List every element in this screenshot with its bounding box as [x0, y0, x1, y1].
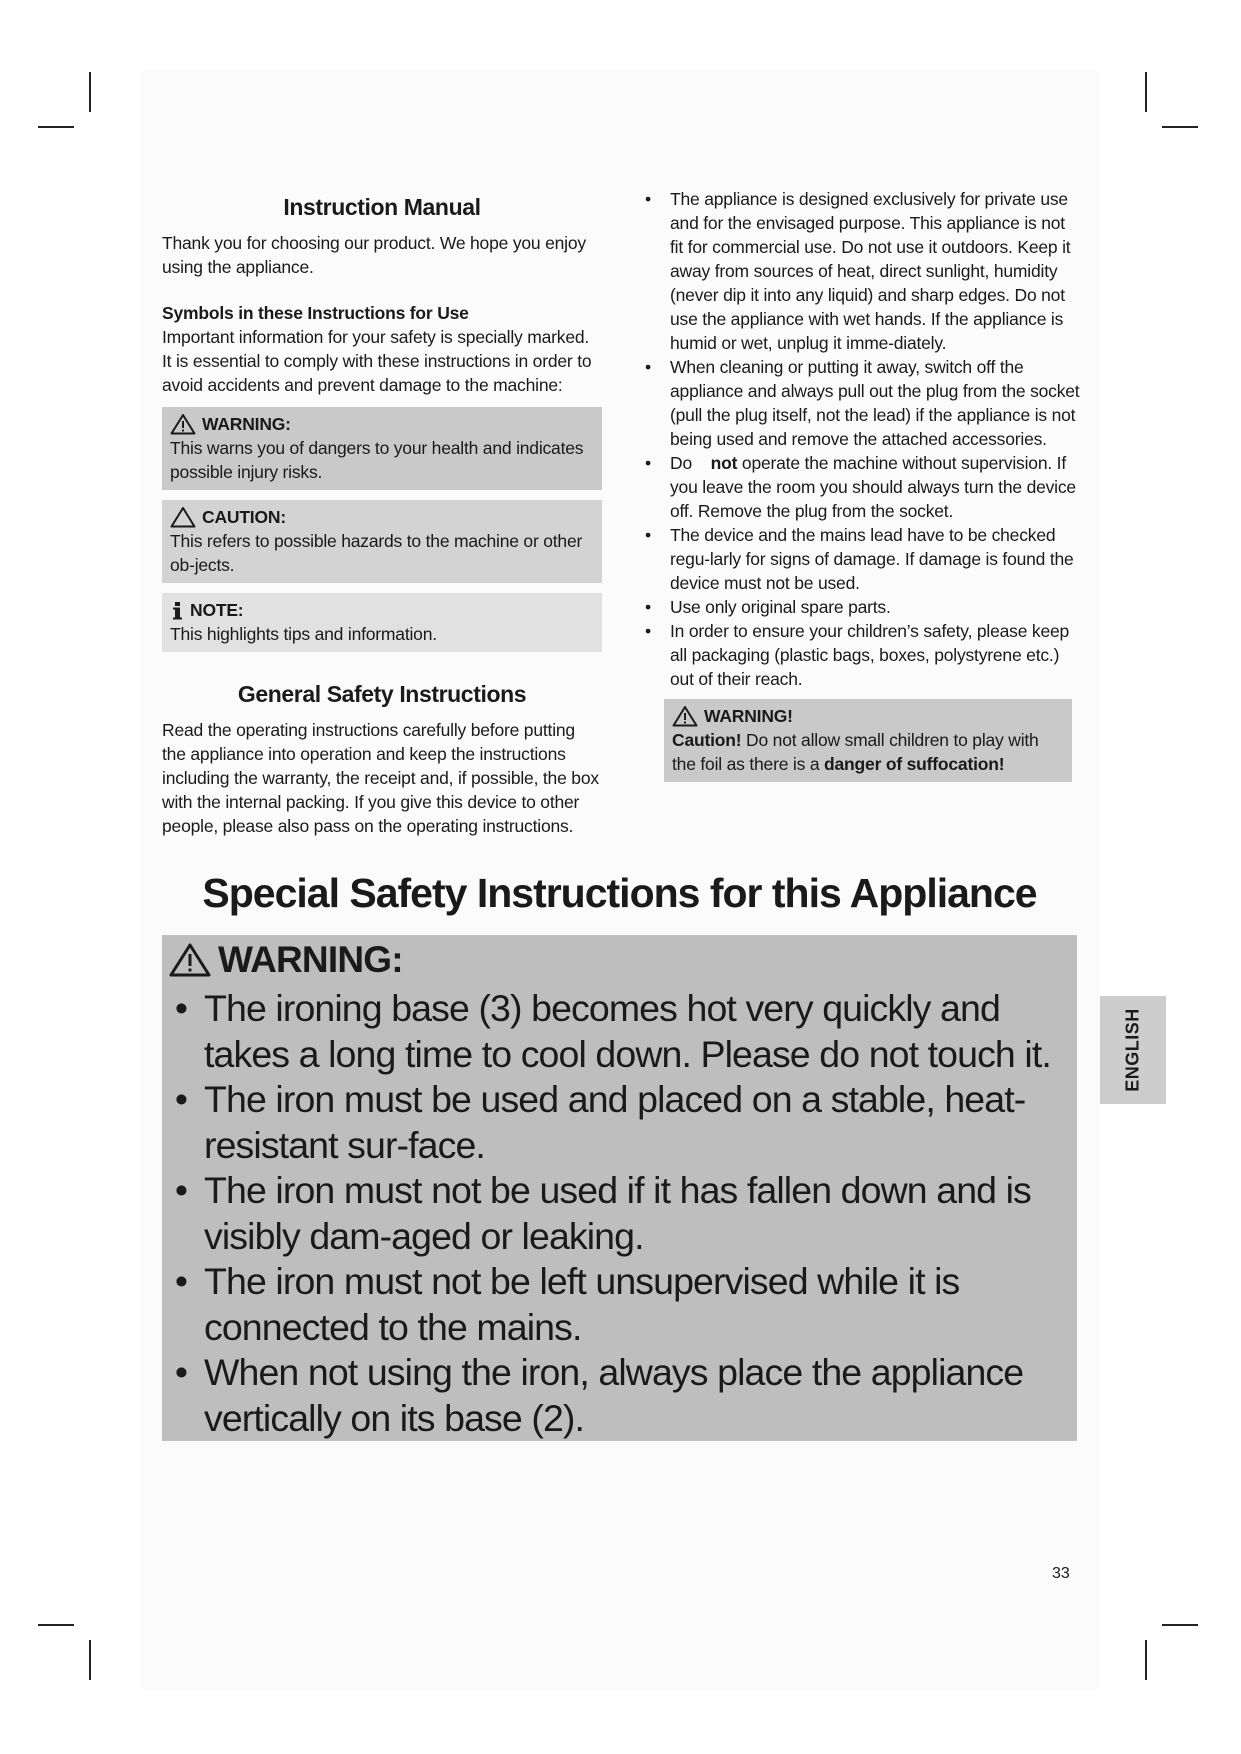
- language-tab: [1100, 996, 1166, 1104]
- children-warning-box: [664, 699, 1072, 782]
- manual-title: Instruction Manual: [283, 194, 481, 220]
- list-item: • The appliance is designed exclusively for private use and for the envisaged purpose. This appliance is not fit for commercial use. Do not use it outdoors. Keep it away from sources of heat, direct sunlight, humidity (never dip it into any liquid) and sharp edges. Do not use the appliance with wet hands. If the appliance is humid or wet, unplug it imme-diately.: [645, 189, 1071, 353]
- left-column: [162, 195, 602, 838]
- caution-triangle-icon: [170, 506, 196, 528]
- crop-mark-top-right-h: [1162, 126, 1198, 128]
- safety-bullet-list: [640, 187, 1080, 691]
- list-item: • The iron must be used and placed on a stable, heat-resistant sur-face.: [174, 1078, 1026, 1166]
- special-warning-list: [162, 986, 1077, 1441]
- caution-legend-text: This refers to possible hazards to the machine or other ob-jects.: [170, 531, 583, 575]
- note-legend-title: [170, 598, 594, 622]
- crop-mark-bottom-left-v: [89, 1640, 91, 1680]
- special-warning-title: [162, 935, 1077, 981]
- page-number: 33: [1052, 1565, 1070, 1582]
- language-tab-label: ENGLISH: [1122, 1008, 1143, 1092]
- crop-mark-top-left-v: [89, 72, 91, 112]
- list-item: • The ironing base (3) becomes hot very quickly and takes a long time to cool down. Please do not touch it.: [174, 987, 1051, 1075]
- right-column: [640, 189, 1080, 782]
- crop-mark-top-right-v: [1145, 72, 1147, 112]
- caution-legend-title: [170, 505, 594, 529]
- symbols-heading: Symbols in these Instructions for Use: [162, 303, 469, 323]
- note-legend-box: [162, 593, 602, 652]
- special-warning-box: [162, 935, 1077, 1441]
- list-item: • When cleaning or putting it away, switch off the appliance and always pull out the plug from the socket (pull the plug itself, not the lead) if the appliance is not being used and remove the attached accessories.: [645, 357, 1080, 449]
- list-item: • Do not operate the machine without supervision. If you leave the room you should always turn the device off. Remove the plug from the socket.: [645, 453, 1076, 521]
- warning-legend-label: WARNING:: [202, 414, 291, 434]
- note-legend-text: This highlights tips and information.: [170, 624, 437, 644]
- children-warning-label: WARNING!: [704, 706, 793, 726]
- crop-mark-bottom-right-h: [1162, 1624, 1198, 1626]
- list-item: • The iron must not be used if it has fallen down and is visibly dam-aged or leaking.: [174, 1169, 1031, 1257]
- list-item: • Use only original spare parts.: [645, 597, 891, 617]
- warning-legend-title: [170, 412, 594, 436]
- crop-mark-bottom-right-v: [1145, 1640, 1147, 1680]
- crop-mark-top-left-h: [38, 126, 74, 128]
- info-icon: [170, 599, 184, 621]
- general-safety-text: Read the operating instructions carefully before putting the appliance into operation and keep the instructions including the warranty, the receipt and, if possible, the box with the internal packing. If you give this device to other people, please also pass on the operating instructions.: [162, 720, 599, 836]
- warning-triangle-icon: [672, 705, 698, 727]
- warning-triangle-icon: [168, 942, 212, 978]
- note-legend-label: NOTE:: [190, 600, 244, 620]
- crop-mark-bottom-left-h: [38, 1624, 74, 1626]
- children-warning-title: [672, 704, 1064, 728]
- special-safety-title: Special Safety Instructions for this Appliance: [202, 870, 1037, 916]
- general-safety-title: General Safety Instructions: [237, 681, 527, 707]
- list-item: • When not using the iron, always place the appliance vertically on its base (2).: [174, 1351, 1024, 1439]
- symbols-text: Important information for your safety is specially marked. It is essential to comply with these instructions in order to avoid accidents and prevent damage to the machine:: [162, 327, 592, 395]
- list-item: • The device and the mains lead have to be checked regu-larly for signs of damage. If damage is found the device must not be used.: [645, 525, 1074, 593]
- special-warning-label: WARNING:: [218, 939, 403, 980]
- intro-text: Thank you for choosing our product. We hope you enjoy using the appliance.: [162, 233, 586, 277]
- warning-triangle-icon: [170, 413, 196, 435]
- caution-legend-label: CAUTION:: [202, 507, 286, 527]
- list-item: • In order to ensure your children’s safety, please keep all packaging (plastic bags, boxes, polystyrene etc.) out of their reach.: [645, 621, 1070, 689]
- warning-legend-text: This warns you of dangers to your health and indicates possible injury risks.: [170, 438, 584, 482]
- caution-legend-box: [162, 500, 602, 583]
- warning-legend-box: [162, 407, 602, 490]
- children-warning-text: Caution! Do not allow small children to play with the foil as there is a danger of suffocation!: [672, 730, 1039, 774]
- list-item: • The iron must not be left unsupervised while it is connected to the mains.: [174, 1260, 960, 1348]
